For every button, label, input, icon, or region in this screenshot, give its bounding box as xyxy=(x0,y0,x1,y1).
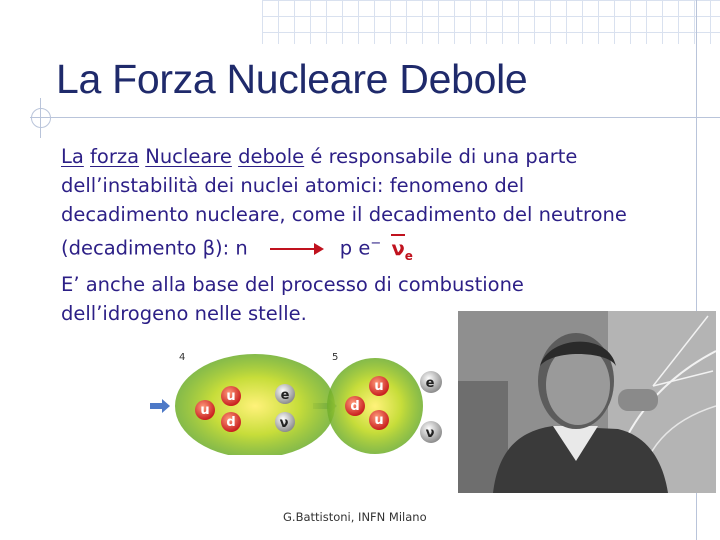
word: di xyxy=(458,145,477,168)
right-leptons xyxy=(420,371,442,443)
word: responsabile xyxy=(328,145,453,168)
word: E’ xyxy=(61,273,80,297)
quark-label: u xyxy=(226,389,236,404)
word: neutrone xyxy=(538,203,627,226)
footer-credit: G.Battistoni, INFN Milano xyxy=(283,510,427,524)
stage-label-left: 4 xyxy=(179,352,186,363)
word: anche xyxy=(85,273,146,297)
word: dei xyxy=(204,174,235,197)
word: parte xyxy=(525,145,578,168)
word: una xyxy=(482,145,520,168)
beta-decay-diagram xyxy=(147,340,452,455)
word: di xyxy=(374,273,392,297)
word: decadimento xyxy=(61,203,189,226)
portrait-photo xyxy=(458,311,716,493)
electron-label: e xyxy=(280,388,290,403)
decay-arrow-icon xyxy=(270,248,322,250)
neutrino-subscript: e xyxy=(404,248,413,263)
body-line-1 xyxy=(61,142,688,171)
word: alla xyxy=(151,273,187,297)
decorative-horizontal-line xyxy=(30,117,720,118)
quark-label: d xyxy=(350,399,360,414)
neutrino-label: ν xyxy=(425,426,435,441)
word: decadimento xyxy=(368,203,497,226)
word: del xyxy=(502,203,533,226)
word: il xyxy=(351,203,363,226)
quark-label: d xyxy=(226,415,236,430)
word: del xyxy=(494,174,525,197)
decay-prefix: (decadimento β): n xyxy=(61,236,248,260)
quark-label: u xyxy=(374,379,384,394)
antineutrino-symbol xyxy=(387,236,413,263)
word: dell’instabilità xyxy=(61,174,199,197)
input-arrow-icon xyxy=(150,399,170,413)
word: base xyxy=(192,273,239,297)
slide-title: La Forza Nucleare Debole xyxy=(56,56,528,102)
decay-products: p e xyxy=(339,236,371,260)
word: nuclei xyxy=(240,174,299,197)
electron-label: e xyxy=(425,376,435,391)
body-line-5 xyxy=(61,270,688,299)
neutrino-letter: ν xyxy=(391,236,405,260)
quark-label: u xyxy=(200,403,210,418)
word: atomici: xyxy=(304,174,384,197)
electron-charge: − xyxy=(370,236,382,251)
stage-label-right: 5 xyxy=(332,352,339,363)
body-line-6: dell’idrogeno nelle stelle. xyxy=(61,302,307,326)
decorative-crosshair-circle xyxy=(31,108,51,128)
body-line-4 xyxy=(61,229,688,270)
word: processo xyxy=(280,273,368,297)
body-line-2 xyxy=(61,171,688,200)
decorative-grid xyxy=(262,0,720,44)
word: debole xyxy=(238,145,305,168)
word: del xyxy=(244,273,275,297)
body-line-3 xyxy=(61,200,688,229)
word: fenomeno xyxy=(389,174,489,197)
word: Nucleare xyxy=(145,145,232,168)
word: é xyxy=(310,145,323,168)
quark-label: u xyxy=(374,413,384,428)
antineutrino-bar-icon xyxy=(391,234,405,236)
word: nucleare, xyxy=(194,203,286,226)
word: forza xyxy=(90,145,140,168)
word: La xyxy=(61,145,84,168)
word: come xyxy=(291,203,346,226)
neutrino-label: ν xyxy=(279,416,289,431)
word: combustione xyxy=(398,273,524,297)
right-nucleon-cloud xyxy=(327,358,423,454)
slide-body xyxy=(61,142,688,328)
